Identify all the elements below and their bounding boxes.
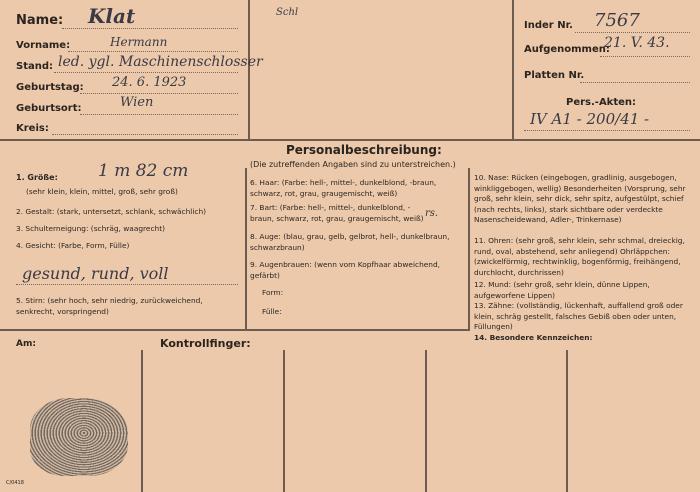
aufgenommen-value: 21. V. 43. <box>604 35 670 51</box>
field-haar: 6. Haar: (Farbe: hell-, mittel-, dunkelblond, -braun, schwarz, rot, grau, graugemischt, weiß) <box>250 178 437 198</box>
divider <box>566 350 568 492</box>
divider <box>283 350 285 492</box>
fingerprint-image <box>30 398 128 476</box>
geburtstag-line <box>80 93 238 94</box>
field-mund: 12. Mund: (sehr groß, sehr klein, dünne Lippen, aufgeworfene Lippen) <box>474 280 650 300</box>
divider <box>0 329 470 331</box>
geburtstag-value: 24. 6. 1923 <box>112 75 187 90</box>
kreis-label: Kreis: <box>16 123 49 134</box>
kreis-line <box>52 134 238 135</box>
field-bart-value: rs. <box>425 208 439 219</box>
field-groesse-label: 1. Größe: <box>16 173 58 182</box>
field-form: Form: <box>262 288 284 297</box>
persakten-label: Pers.-Akten: <box>566 97 637 108</box>
middle-note: Schl <box>276 7 299 18</box>
aufgenommen-label: Aufgenommen: <box>524 44 610 55</box>
name-value: Klat <box>88 4 136 28</box>
inder-value: 7567 <box>594 10 640 31</box>
gesicht-line <box>16 284 238 285</box>
field-ohren: 11. Ohren: (sehr groß, sehr klein, sehr schmal, dreieckig, rund, oval, abstehend, sehr anliegend) Ohrläppchen: (zwickelförmig, rechtwinklig, bogenförmig, freihängend, durchlocht, durchrissen) <box>474 236 685 277</box>
field-gestalt: 2. Gestalt: (stark, untersetzt, schlank, schwächlich) <box>16 207 207 216</box>
vorname-line <box>68 51 238 52</box>
field-nase: 10. Nase: Rücken (eingebogen, gradlinig, ausgebogen, winkliggebogen, wellig) Besonderheiten (Vorsprung, sehr groß, sehr klein, sehr dick, sehr spitz, aufgestülpt, schief (nach rechts, links), stark sichtbare oder verdeckte Nasenscheidewand, Adler-, Trinkernase) <box>474 173 686 225</box>
stand-value: led. ygl. Maschinenschlosser <box>58 54 263 70</box>
platten-label: Platten Nr. <box>524 70 585 81</box>
platten-line <box>580 82 690 83</box>
field-gesicht-value: gesund, rund, voll <box>22 264 169 283</box>
persakten-line <box>524 130 690 131</box>
divider <box>425 350 427 492</box>
am-label: Am: <box>16 339 36 349</box>
section-subtitle: (Die zutreffenden Angaben sind zu unterstreichen.) <box>250 160 456 169</box>
divider <box>248 0 250 140</box>
persakten-value: IV A1 - 200/41 - <box>530 110 650 128</box>
field-stirn: 5. Stirn: (sehr hoch, sehr niedrig, zurückweichend, senkrecht, vorspringend) <box>16 296 203 316</box>
divider <box>245 168 247 330</box>
name-label: Name: <box>16 13 64 28</box>
inder-line <box>575 32 690 33</box>
vorname-value: Hermann <box>110 35 168 49</box>
divider <box>468 168 470 330</box>
field-zaehne: 13. Zähne: (vollständig, lückenhaft, auffallend groß oder klein, schräg gestellt, falsches Gebiß oben oder unten, Füllungen) <box>474 301 683 332</box>
name-line <box>62 28 238 29</box>
divider <box>0 139 700 141</box>
field-fuelle: Fülle: <box>262 307 282 316</box>
field-augenbrauen: 9. Augenbrauen: (wenn vom Kopfhaar abweichend, gefärbt) <box>250 260 441 280</box>
geburtsort-value: Wien <box>120 95 154 110</box>
field-bart: 7. Bart: (Farbe: hell-, mittel-, dunkelblond, -braun, schwarz, rot, grau, graugemischt, weiß) <box>250 203 424 223</box>
aufgenommen-line <box>600 56 690 57</box>
field-groesse-value: 1 m 82 cm <box>98 161 189 181</box>
field-schulterneigung: 3. Schulterneigung: (schräg, waagrecht) <box>16 224 165 233</box>
geburtsort-label: Geburtsort: <box>16 103 82 114</box>
field-auge: 8. Auge: (blau, grau, gelb, gelbrot, hell-, dunkelbraun, schwarzbraun) <box>250 232 450 252</box>
section-title: Personalbeschreibung: <box>286 143 442 157</box>
divider <box>512 0 514 140</box>
geburtsort-line <box>80 114 238 115</box>
divider <box>141 350 143 492</box>
field-gesicht: 4. Gesicht: (Farbe, Form, Fülle) <box>16 241 130 250</box>
form-code: C/0418 <box>6 480 24 486</box>
inder-label: Inder Nr. <box>524 20 573 31</box>
field-groesse-options: (sehr klein, klein, mittel, groß, sehr groß) <box>26 187 178 196</box>
field-kennzeichen: 14. Besondere Kennzeichen: <box>474 333 593 342</box>
stand-line <box>54 72 238 73</box>
kontrollfinger-label: Kontrollfinger: <box>160 337 251 350</box>
vorname-label: Vorname: <box>16 40 71 51</box>
stand-label: Stand: <box>16 61 54 72</box>
geburtstag-label: Geburtstag: <box>16 82 84 93</box>
